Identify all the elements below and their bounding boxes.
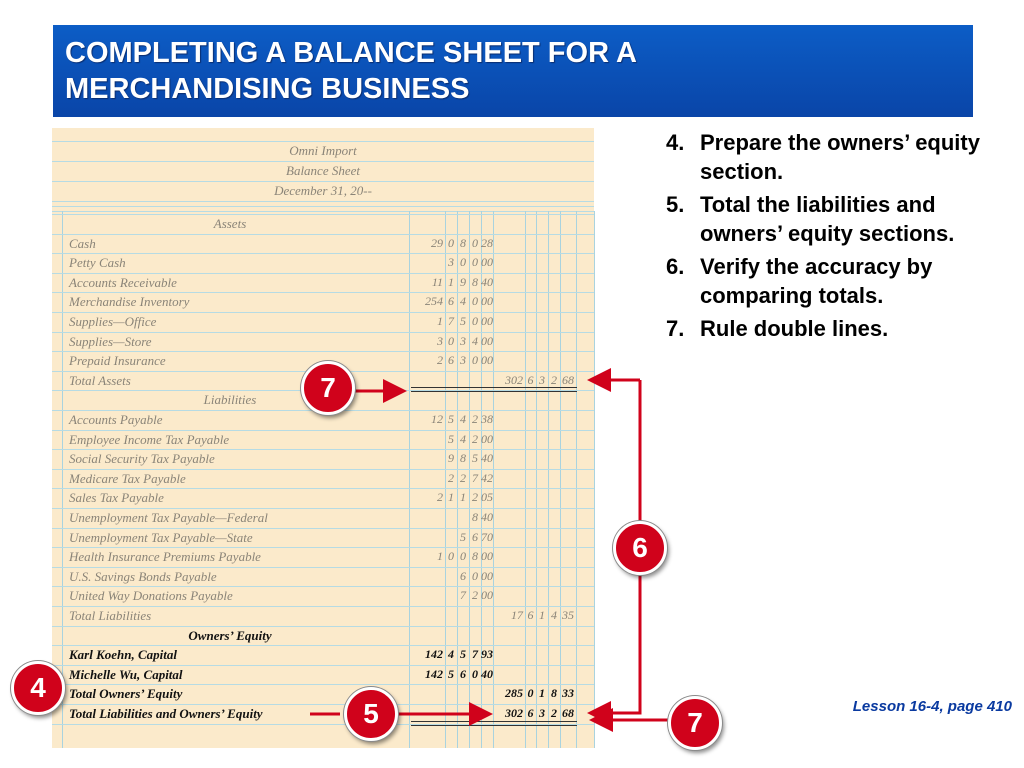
- ledger-amount-digit: 2: [460, 470, 466, 485]
- ledger-amount-digit: 00: [481, 294, 493, 309]
- ledger-amount-digit: 1: [460, 490, 466, 505]
- ledger-amount-digit: 40: [481, 666, 493, 681]
- ledger-amount-digit: 7: [448, 314, 454, 328]
- ledger-date: December 31, 20--: [274, 183, 372, 198]
- ledger-amount-digit: 8: [460, 451, 466, 466]
- ledger-account-name: Total Owners’ Equity: [69, 686, 183, 702]
- ledger-account-name: Accounts Payable: [69, 412, 163, 427]
- ledger-amount-digit: 1: [437, 549, 443, 564]
- ledger-amount-digit: 0: [472, 294, 478, 309]
- ledger-amount-digit: 4: [460, 412, 466, 426]
- ledger-amount-digit: 42: [481, 470, 493, 485]
- step-number: 7.: [666, 316, 685, 341]
- ledger-amount-digit: 05: [481, 490, 493, 505]
- ledger-amount-digit: 0: [448, 549, 454, 564]
- ledger-amount-digit: 6: [472, 529, 478, 544]
- ledger-account-name: Michelle Wu, Capital: [69, 666, 183, 682]
- ledger-amount-digit: 9: [460, 274, 466, 289]
- lesson-reference: Lesson 16-4, page 410: [852, 698, 1012, 715]
- ledger-amount-digit: 6: [460, 666, 466, 681]
- ledger-amount-digit: 3: [460, 353, 466, 368]
- step-text: Total the liabilities and owners’ equity sections.: [700, 192, 955, 246]
- ledger-amount-digit: 0: [472, 235, 478, 250]
- ledger-amount-digit: 2: [437, 490, 443, 505]
- ledger-amount-digit: 4: [551, 608, 557, 622]
- ledger-amount-digit: 2: [472, 588, 478, 603]
- ledger-amount-digit: 9: [448, 451, 454, 466]
- ledger-amount-digit: 8: [472, 510, 478, 524]
- step-number: 5.: [666, 192, 685, 217]
- step-number: 6.: [666, 254, 685, 279]
- ledger-account-name: Health Insurance Premiums Payable: [69, 549, 261, 565]
- ledger-amount-digit: 3: [448, 255, 454, 270]
- ledger-amount-digit: 00: [481, 431, 493, 446]
- ledger-account-name: Unemployment Tax Payable—Federal: [69, 510, 268, 525]
- callout-badge-7-top: 7: [301, 361, 355, 415]
- ledger-account-name: Sales Tax Payable: [69, 490, 164, 506]
- ledger-account-name: Total Liabilities and Owners’ Equity: [69, 706, 263, 721]
- step-text: Prepare the owners’ equity section.: [700, 130, 980, 184]
- ledger-amount-digit: 3: [539, 372, 545, 387]
- ledger-amount-digit: 0: [448, 235, 454, 250]
- ledger-amount-digit: 142: [425, 647, 443, 662]
- step-number: 4.: [666, 130, 685, 155]
- ledger-section-heading: Assets: [213, 216, 247, 231]
- ledger-account-name: Supplies—Store: [69, 333, 152, 349]
- ledger-account-name: Total Liabilities: [69, 608, 152, 623]
- ledger-account-name: Total Assets: [69, 372, 131, 388]
- ledger-account-name: Karl Koehn, Capital: [69, 647, 177, 663]
- ledger-amount-digit: 1: [539, 686, 545, 701]
- ledger-amount-digit: 4: [472, 333, 478, 348]
- ledger-amount-digit: 5: [448, 412, 454, 426]
- ledger-amount-digit: 0: [460, 549, 466, 564]
- ledger-amount-digit: 8: [460, 235, 466, 250]
- ledger-amount-digit: 38: [481, 412, 493, 426]
- ledger-amount-digit: 8: [472, 549, 478, 564]
- ledger-amount-digit: 4: [460, 431, 466, 446]
- ledger-amount-digit: 00: [481, 353, 493, 368]
- ledger-amount-digit: 6: [527, 608, 534, 622]
- ledger-amount-digit: 0: [448, 333, 454, 348]
- ledger-account-name: Cash: [69, 235, 96, 251]
- ledger-amount-digit: 6: [448, 353, 454, 368]
- ledger-account-name: Medicare Tax Payable: [69, 470, 186, 486]
- ledger-account-name: Petty Cash: [69, 255, 126, 271]
- ledger-amount-digit: 3: [460, 333, 466, 348]
- ledger-account-name: Social Security Tax Payable: [69, 451, 215, 467]
- ledger-amount-digit: 11: [431, 274, 443, 289]
- ledger-amount-digit: 3: [539, 706, 545, 720]
- ledger-amount-digit: 5: [448, 666, 454, 681]
- ledger-section-heading: Liabilities: [203, 392, 257, 408]
- ledger-amount-digit: 0: [472, 255, 478, 270]
- ledger-amount-digit: 254: [425, 294, 443, 309]
- callout-badge-5: 5: [344, 687, 398, 741]
- ledger-amount-digit: 1: [448, 490, 454, 505]
- callout-badge-6: 6: [613, 521, 667, 575]
- ledger-amount-digit: 00: [481, 255, 493, 270]
- ledger-amount-digit: 93: [481, 647, 493, 662]
- ledger-amount-digit: 5: [472, 451, 478, 466]
- ledger-amount-digit: 17: [511, 608, 523, 622]
- ledger-amount-digit: 68: [562, 372, 574, 387]
- ledger-amount-digit: 5: [448, 431, 454, 446]
- ledger-amount-digit: 00: [481, 588, 493, 603]
- ledger-amount-digit: 0: [460, 255, 466, 270]
- ledger-amount-digit: 5: [460, 314, 466, 328]
- ledger-amount-digit: 29: [431, 235, 443, 250]
- ledger-amount-digit: 00: [481, 549, 493, 564]
- ledger-amount-digit: 0: [472, 666, 478, 681]
- ledger-amount-digit: 0: [472, 314, 478, 328]
- ledger-amount-digit: 1: [437, 314, 443, 328]
- ledger-amount-digit: 40: [481, 451, 493, 466]
- ledger-amount-digit: 00: [481, 568, 493, 583]
- ledger-amount-digit: 12: [431, 412, 443, 426]
- ledger-account-name: Merchandise Inventory: [69, 294, 190, 310]
- ledger-account-name: U.S. Savings Bonds Payable: [69, 568, 217, 584]
- ledger-amount-digit: 7: [472, 470, 478, 485]
- ledger-amount-digit: 2: [448, 470, 454, 485]
- ledger-account-name: United Way Donations Payable: [69, 588, 233, 604]
- ledger-amount-digit: 6: [448, 294, 454, 309]
- ledger-amount-digit: 0: [527, 686, 534, 701]
- ledger-amount-digit: 6: [527, 372, 534, 387]
- ledger-amount-digit: 302: [505, 706, 523, 720]
- slide-title-line-2: MERCHANDISING BUSINESS: [65, 73, 470, 105]
- ledger-amount-digit: 1: [539, 608, 545, 622]
- ledger-amount-digit: 40: [481, 510, 493, 524]
- step-text: Verify the accuracy by comparing totals.: [700, 254, 933, 308]
- ledger-amount-digit: 1: [448, 274, 454, 289]
- ledger-amount-digit: 0: [472, 568, 478, 583]
- ledger-amount-digit: 5: [460, 647, 466, 662]
- ledger-amount-digit: 7: [460, 588, 466, 603]
- ledger-account-name: Employee Income Tax Payable: [69, 431, 230, 447]
- ledger-amount-digit: 7: [472, 647, 478, 662]
- ledger-amount-digit: 2: [472, 431, 478, 446]
- ledger-amount-digit: 33: [562, 686, 574, 701]
- ledger-section-heading: Owners’ Equity: [188, 627, 272, 643]
- ledger-amount-digit: 8: [472, 274, 478, 289]
- ledger-amount-digit: 68: [562, 706, 574, 720]
- ledger-amount-digit: 302: [505, 372, 523, 387]
- ledger-amount-digit: 2: [472, 490, 478, 505]
- ledger-amount-digit: 28: [481, 235, 493, 250]
- ledger-account-name: Prepaid Insurance: [69, 353, 166, 369]
- ledger-account-name: Accounts Receivable: [69, 274, 177, 290]
- ledger-account-name: Supplies—Office: [69, 314, 157, 329]
- ledger-amount-digit: 00: [481, 333, 493, 348]
- ledger-amount-digit: 70: [481, 529, 493, 544]
- ledger-amount-digit: 2: [472, 412, 478, 426]
- ledger-amount-digit: 6: [460, 568, 466, 583]
- ledger-amount-digit: 2: [551, 372, 557, 387]
- ledger-statement-name: Balance Sheet: [286, 163, 360, 178]
- ledger-amount-digit: 35: [562, 608, 574, 622]
- step-text: Rule double lines.: [700, 316, 889, 341]
- ledger-amount-digit: 4: [448, 647, 454, 662]
- ledger-amount-digit: 00: [481, 314, 493, 328]
- ledger-amount-digit: 40: [481, 274, 493, 289]
- ledger-amount-digit: 2: [437, 353, 443, 368]
- ledger-amount-digit: 142: [425, 666, 443, 681]
- ledger-amount-digit: 285: [505, 686, 523, 701]
- callout-badge-4: 4: [11, 661, 65, 715]
- ledger-amount-digit: 5: [460, 529, 466, 544]
- ledger-amount-digit: 0: [472, 353, 478, 368]
- callout-badge-7-bottom: 7: [668, 696, 722, 750]
- ledger-amount-digit: 4: [460, 294, 466, 309]
- slide-title-line-1: COMPLETING A BALANCE SHEET FOR A: [65, 37, 637, 69]
- ledger-amount-digit: 2: [551, 706, 557, 720]
- ledger-account-name: Unemployment Tax Payable—State: [69, 529, 253, 545]
- ledger-amount-digit: 6: [527, 706, 534, 720]
- ledger-amount-digit: 8: [551, 686, 557, 701]
- ledger-company-name: Omni Import: [289, 143, 357, 158]
- ledger-amount-digit: 3: [437, 333, 443, 348]
